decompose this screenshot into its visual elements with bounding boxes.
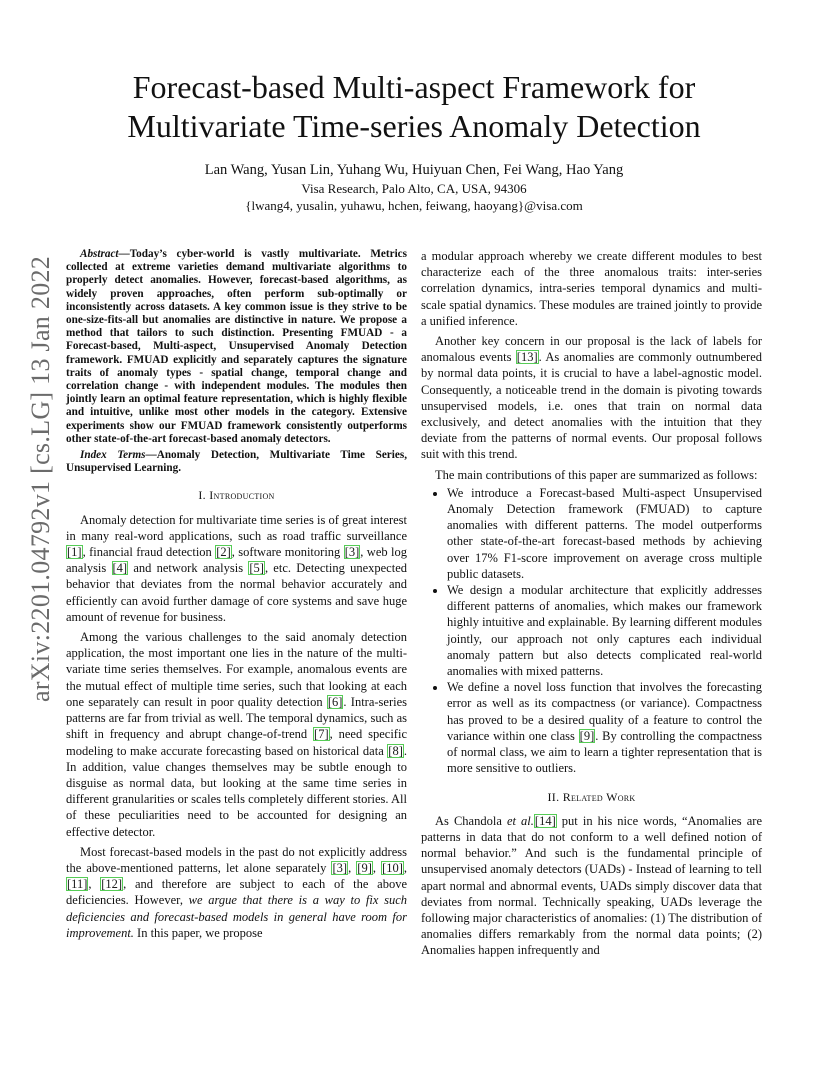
- index-terms: [66, 449, 407, 475]
- section-heading-related-work: II. Related Work: [547, 789, 636, 804]
- affiliation: Visa Research, Palo Alto, CA, USA, 94306: [301, 181, 527, 196]
- right-paragraph-3: The main contributions of this paper are summarized as follows:: [435, 467, 758, 482]
- citation-link[interactable]: [2]: [216, 545, 231, 560]
- title-line-2: Multivariate Time-series Anomaly Detection: [127, 108, 701, 144]
- citation-link[interactable]: [14]: [534, 813, 556, 828]
- citation-link[interactable]: [9]: [357, 860, 372, 875]
- citation-link[interactable]: [3]: [332, 860, 348, 875]
- title-line-1: Forecast-based Multi-aspect Framework for: [132, 69, 696, 105]
- citation-link[interactable]: [3]: [344, 545, 360, 560]
- citation-link[interactable]: [7]: [314, 727, 329, 742]
- index-terms-text: —Anomaly Detection, Multivariate Time Series, Unsupervised Learning.: [66, 449, 407, 475]
- intro-paragraph-1: Anomaly detection for multivariate time series is of great interest in many real-word applications, such as road traffic surveillance [1], financial fraud detection [2], software monitoring [3], web log analysis [4] and network analysis [5], etc. Detecting unexpected behavior that deviates from the normal behavior accurately and efficiently can avoid further damage of core systems and save huge amount of revenue for business.: [66, 512, 407, 624]
- paper-title: [60, 68, 768, 146]
- citation-link[interactable]: [10]: [382, 860, 403, 875]
- citation-link[interactable]: [4]: [112, 561, 128, 576]
- intro-paragraph-3: Most forecast-based models in the past do not explicitly address the above-mentioned patterns, let alone separately [3], [9], [10], [11], [12], and therefore are subject to each of the above deficiencies. However, we argue that there is a way to fix such deficiencies and forecast-based models in general have room for improvement. In this paper, we propose: [66, 844, 408, 940]
- index-terms-label: Index Terms: [80, 449, 146, 462]
- abstract-label: Abstract: [80, 248, 119, 260]
- citation-link[interactable]: [6]: [327, 694, 343, 709]
- citation-link[interactable]: [9]: [579, 728, 595, 743]
- left-column: [66, 248, 407, 941]
- citation-link[interactable]: [11]: [67, 877, 88, 892]
- list-item: • We design a modular architecture that explicitly addresses different patterns of anomalies, which makes our framework highly intuitive and explainable. By learning different modules jointly, our approach not only captures each individual anomaly pattern but also detects complicated real-world anomalies with mixed patterns.: [447, 582, 762, 679]
- list-item: • We define a novel loss function that involves the forecasting error as well as its compactness (or variance). Compactness has proved to be a desired quality of a feature to control the variance within one class [9]. By controlling the compactness of normal class, we aim to learn a tighter representation that is more sensitive to outliers.: [447, 679, 762, 776]
- right-paragraph-1: a modular approach whereby we create different modules to best characterize each of the three anomalous traits: inter-series correlation dynamics, intra-series temporal dynamics and multi-scale spatial dynamics. These modules are trained jointly to provide a unified inference.: [421, 249, 762, 328]
- right-paragraph-2: Another key concern in our proposal is the lack of labels for anomalous events [13]. As anomalies are commonly outnumbered by normal data points, it is crucial to have a label-agnostic model. Consequently, a noticeable trend in the domain is pivoting towards unsupervised models, i.e. ones that train on normal data exclusively, and detect anomalies with the intuition that they deviate from the patterns of normal events. Our proposal follows suit with this trend.: [421, 334, 763, 462]
- related-work-paragraph-1: As Chandola et al.[14] put in his nice words, “Anomalies are patterns in data that do not conform to a well defined notion of normal behavior.” And such is the fundamental principle of unsupervised anomaly detectors (UADs) - Instead of learning to tell apart normal and abnormal events, UADs simply discover data that deviates from normal. Technically speaking, UADs leverage the following major characteristics of anomalies: (1) The distribution of anomalies differs remarkably from the normal data points; (2) Anomalies happen infrequently and: [421, 813, 762, 958]
- abstract: [66, 248, 407, 446]
- contributions-list: [421, 485, 762, 777]
- citation-link[interactable]: [8]: [388, 743, 403, 758]
- abstract-text: —Today’s cyber-world is vastly multivariate. Metrics collected at extreme varieties demand multivariate algorithms to properly detect anomalies. However, forecast-based algorithms, as widely proven approaches, often perform sub-optimally or inconsistently across datasets. A key common issue is they strive to be one-size-fits-all but anomalies are distinctive in nature. We propose a method that tailors to such distinction. Presenting FMUAD - a Forecast-based, Multi-aspect, Unsupervised Anomaly Detection framework. FMUAD explicitly and separately captures the signature traits of anomaly types - spatial change, temporal change and correlation change - with independent modules. The modules then jointly learn an optimal feature representation, which is highly flexible and intuitive, unlike most other models in the category. Extensive experiments show our FMUAD framework consistently outperforms other state-of-the-art forecast-based anomaly detectors.: [66, 248, 407, 445]
- email-addresses: {lwang4, yusalin, yuhawu, hchen, feiwang, haoyang}@visa.com: [245, 198, 583, 213]
- citation-link[interactable]: [13]: [516, 350, 538, 365]
- citation-link[interactable]: [5]: [249, 561, 264, 576]
- section-heading-introduction: I. Introduction: [198, 488, 275, 503]
- author-list: Lan Wang, Yusan Lin, Yuhang Wu, Huiyuan Chen, Fei Wang, Hao Yang: [204, 162, 624, 178]
- list-item: • We introduce a Forecast-based Multi-aspect Unsupervised Anomaly Detection framework (FMUAD) to capture anomalies with different patterns. The model outperforms other state-of-the-art forecast-based methods by achieving over 17% F1-score improvement on average cross multiple public datasets.: [447, 485, 762, 582]
- right-column: [421, 248, 762, 959]
- arxiv-identifier: arXiv:2201.04792v1 [cs.LG] 13 Jan 2022: [26, 255, 55, 702]
- intro-paragraph-2: Among the various challenges to the said anomaly detection application, the most important one lies in the nature of the multi-variate time series themselves. For example, anomalous events are the mutual effect of multiple time series, such that looking at each one separately can result in poor quality detection [6]. Intra-series patterns are far from trivial as well. The temporal dynamics, such as shift in frequency and abrupt change-of-trend [7], need specific modeling to make accurate forecasting based on historical data [8]. In addition, value changes themselves may be subtle enough to disguise as normal data, but looking at the same time series in different granularities or scales tells completely different stories. All of these peculiarities need to be accounted for designing an effective detector.: [66, 630, 407, 839]
- citation-link[interactable]: [1]: [67, 545, 82, 560]
- citation-link[interactable]: [12]: [101, 877, 123, 892]
